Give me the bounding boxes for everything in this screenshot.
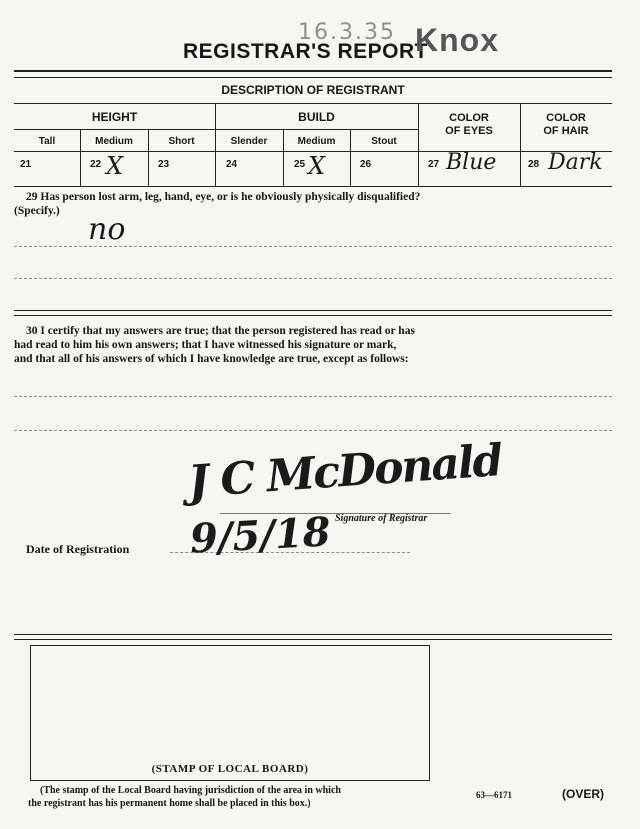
question-29-text: 29 Has person lost arm, leg, hand, eye, or is he obviously physically disqualified? (26, 191, 421, 203)
field-number-24: 24 (226, 159, 238, 170)
height-medium-mark: X (106, 152, 124, 180)
section-rule (14, 310, 612, 311)
field-number-28: 28 (528, 159, 540, 170)
height-heading: HEIGHT (91, 110, 138, 124)
question-29-specify: (Specify.) (14, 205, 60, 217)
question-30-line1: 30 I certify that my answers are true; that the person registered has read or has (26, 325, 415, 337)
stamp-number: 16.3.35 (298, 20, 396, 45)
field-number-25: 25 (294, 159, 306, 170)
q29-line-1 (14, 246, 612, 247)
subheading-rule (14, 129, 418, 130)
stamp-note-line2: the registrant has his permanent home shall be placed in this box.) (28, 798, 311, 809)
build-medium-mark: X (308, 152, 326, 180)
table-top-rule (14, 103, 612, 104)
local-board-stamp-box (30, 645, 430, 781)
build-medium-label: Medium (297, 136, 336, 147)
description-heading: DESCRIPTION OF REGISTRANT (221, 83, 405, 97)
top-rule-2 (14, 77, 612, 78)
table-bottom-rule (14, 186, 612, 187)
page-title: REGISTRAR'S REPORT (183, 40, 429, 63)
top-rule (14, 70, 612, 72)
q29-line-2 (14, 278, 612, 279)
bottom-rule (14, 634, 612, 635)
field-number-22: 22 (90, 159, 102, 170)
signature-caption: Signature of Registrar (335, 513, 428, 524)
stamp-box-label: (STAMP OF LOCAL BOARD) (151, 763, 309, 775)
field-number-26: 26 (360, 159, 372, 170)
hair-heading-1: COLOR (546, 112, 586, 124)
field-number-23: 23 (158, 159, 170, 170)
height-medium-label: Medium (95, 136, 133, 147)
height-tall-label: Tall (38, 136, 56, 147)
hair-color-value: Dark (548, 150, 603, 175)
registration-date: 9/5/18 (188, 508, 332, 563)
county-stamp: Knox (415, 22, 499, 58)
build-stout-label: Stout (371, 136, 397, 147)
hair-heading-2: OF HAIR (543, 125, 589, 137)
height-short-label: Short (168, 136, 195, 147)
q30-line-1 (14, 396, 612, 397)
over-label: (OVER) (562, 787, 604, 801)
question-29-answer: no (88, 212, 126, 247)
field-number-27: 27 (428, 159, 440, 170)
registrar-signature: J C McDonald (186, 435, 503, 508)
field-number-21: 21 (20, 159, 32, 170)
date-of-registration-label: Date of Registration (26, 542, 130, 556)
bottom-rule-2 (14, 639, 612, 640)
build-slender-label: Slender (230, 136, 268, 147)
question-30-line2: had read to him his own answers; that I have witnessed his signature or mark, (14, 339, 397, 351)
section-rule-2 (14, 315, 612, 316)
q30-line-2 (14, 430, 612, 431)
stamp-note-line1: (The stamp of the Local Board having jurisdiction of the area in which (40, 785, 341, 796)
eyes-heading-2: OF EYES (445, 125, 493, 137)
build-heading: BUILD (298, 110, 335, 124)
eye-color-value: Blue (446, 150, 497, 175)
eyes-heading-1: COLOR (449, 112, 489, 124)
form-number: 63—6171 (476, 790, 512, 800)
question-30-line3: and that all of his answers of which I have knowledge are true, except as follows: (14, 353, 409, 365)
